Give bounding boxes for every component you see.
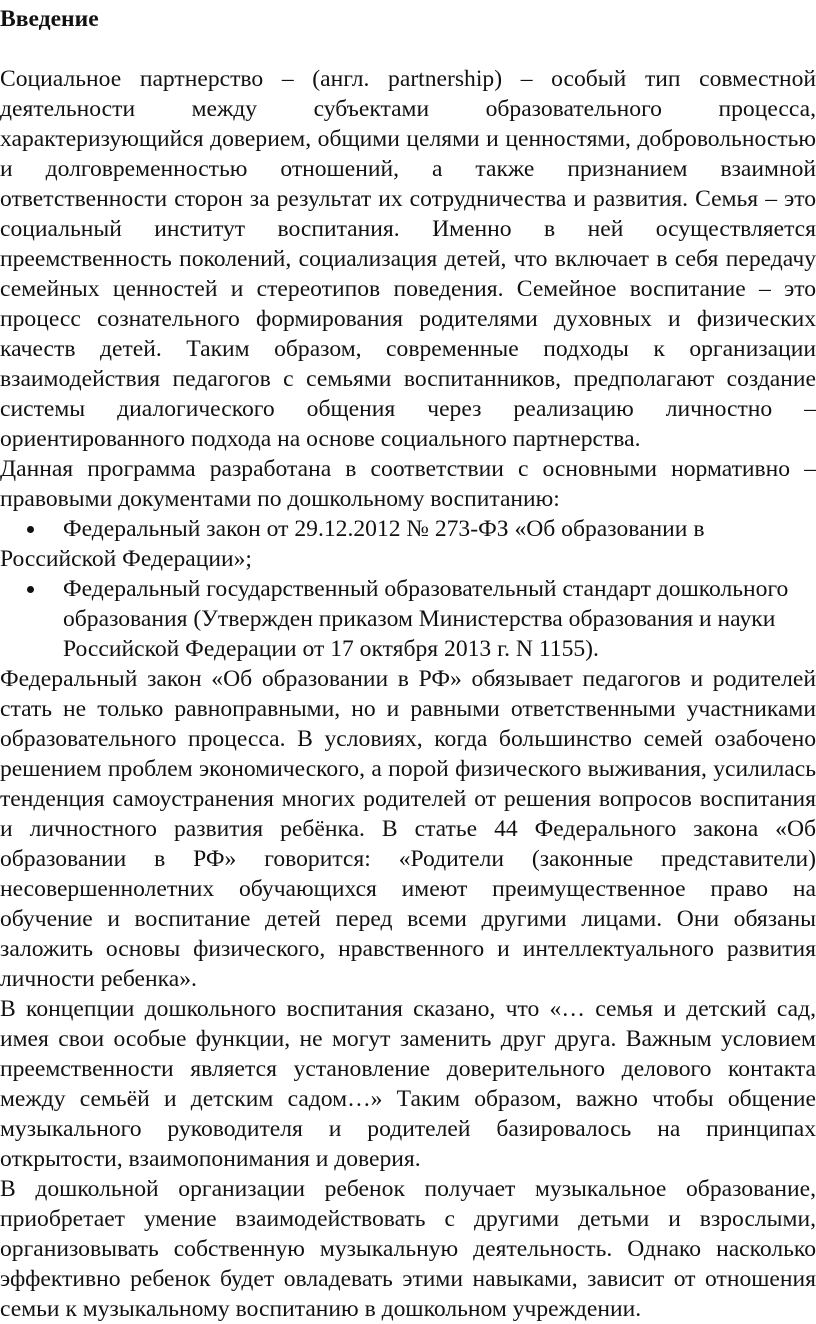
section-heading: Введение [0,6,99,32]
bullet-icon [27,526,34,533]
list-item-text: Федеральный закон от 29.12.2012 № 273-ФЗ «Об образовании в [63,516,705,542]
paragraph-program-basis: Данная программа разработана в соответствии с основными нормативно – правовыми документами по дошкольному воспитанию: [0,456,816,512]
document-list [0,514,816,664]
list-item-federal-law [0,514,816,574]
paragraph-partnership: Социальное партнерство – (англ. partnership) – особый тип совместной деятельности между субъектами образовательного процесса, характеризующийся доверием, общими целями и ценностями, добровольностью и долговременностью отношений, а также признанием взаимной ответственности сторон за результат их сотрудничества и развития. Семья – это социальный институт воспитания. Именно в ней осуществляется преемственность поколений, социализация детей, что включает в себя передачу семейных ценностей и стереотипов поведения. Семейное воспитание – это процесс сознательного формирования родителями духовных и физических качеств детей. Таким образом, современные подходы к организации взаимодействия педагогов с семьями воспитанников, предполагают создание системы диалогического общения через реализацию личностно – ориентированного подхода на основе социального партнерства. [0,66,816,452]
list-item-fgos-standard [0,574,816,664]
bullet-icon [27,586,34,593]
list-item-text: Федеральный государственный образовательный стандарт дошкольного образования (Утвержден приказом Министерства образования и науки Российской Федерации от 17 октября 2013 г. N 1155). [63,576,789,662]
paragraph-preschool: В дошкольной организации ребенок получает музыкальное образование, приобретает умение взаимодействовать с другими детьми и взрослыми, организовывать собственную музыкальную деятельность. Однако насколько эффективно ребенок будет овладевать этими навыками, зависит от отношения семьи к музыкальному воспитанию в дошкольном учреждении. [0,1176,816,1322]
paragraph-federal-law: Федеральный закон «Об образовании в РФ» обязывает педагогов и родителей стать не только равноправными, но и равными ответственными участниками образовательного процесса. В условиях, когда большинство семей озабочено решением проблем экономического, а порой физического выживания, усилилась тенденция самоустранения многих родителей от решения вопросов воспитания и личностного развития ребёнка. В статье 44 Федерального закона «Об образовании в РФ» говорится: «Родители (законные представители) несовершеннолетних обучающихся имеют преимущественное право на обучение и воспитание детей перед всеми другими лицами. Они обязаны заложить основы физического, нравственного и интеллектуального развития личности ребенка». [0,666,816,992]
list-item-text-continued: Российской Федерации»; [0,546,252,572]
paragraph-concept: В концепции дошкольного воспитания сказано, что «… семья и детский сад, имея свои особые функции, не могут заменить друг друга. Важным условием преемственности является установление доверительного делового контакта между семьёй и детским садом…» Таким образом, важно чтобы общение музыкального руководителя и родителей базировалось на принципах открытости, взаимопонимания и доверия. [0,996,816,1172]
